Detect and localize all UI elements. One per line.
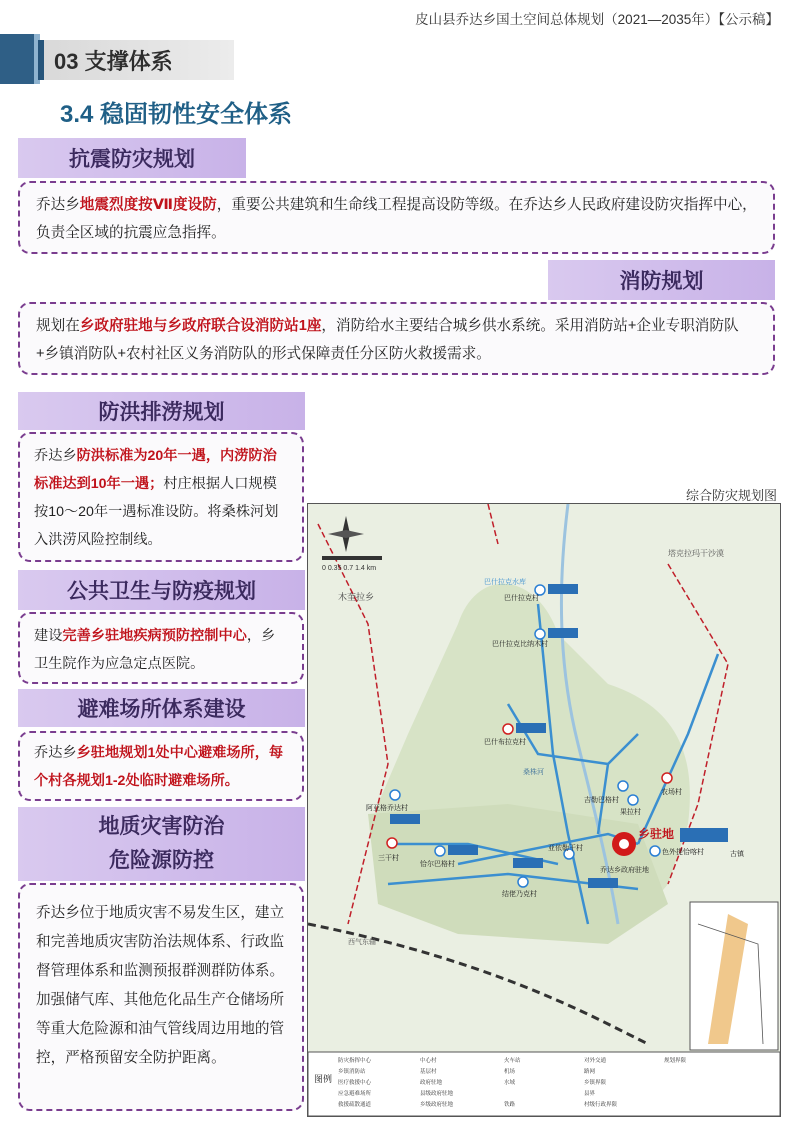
seismic-text-b: ，重要公共建筑和生命线工程提高设防等级。在乔达乡人民政府建设防灾指挥中心，负责全区域的抗震应急指挥。 <box>36 197 757 241</box>
flood-box <box>18 432 304 562</box>
fire-text-a: 规划在 <box>36 318 80 334</box>
geo-tag-line2: 危险源防控 <box>109 849 214 872</box>
scale-bar <box>322 556 382 560</box>
village-label: 恰尔巴格村 <box>420 861 455 868</box>
legend-item: 对外交通 <box>584 1058 607 1064</box>
geo-tag-line1: 地质灾害防治 <box>98 815 225 838</box>
fire-text-b: ，消防给水主要结合城乡供水系统。采用消防站+企业专职消防队+乡镇消防队+农村社区义务消防队的形式保障责任分区防火救援需求。 <box>36 318 739 362</box>
shelter-box <box>18 731 304 801</box>
legend-item: 火车站 <box>504 1058 521 1064</box>
scale-label: 0 0.35 0.7 1.4 km <box>322 565 377 572</box>
flood-tag <box>18 392 305 430</box>
section-subtitle: 3.4 稳固韧性安全体系 <box>60 101 293 128</box>
seismic-highlight: 地震烈度按Ⅶ度设防 <box>79 197 217 213</box>
health-highlight: 完善乡驻地疾病预防控制中心 <box>62 628 247 644</box>
village-label: 亚依勒干村 <box>548 845 583 852</box>
section-title-bar <box>38 40 234 80</box>
legend-item: 水域 <box>504 1080 516 1086</box>
seismic-box <box>18 181 775 254</box>
region-label: 西气东输 <box>348 939 376 946</box>
flood-text-a: 乔达乡 <box>34 448 77 464</box>
legend-item: 中心村 <box>420 1058 437 1064</box>
legend-item: 村级行政界限 <box>584 1102 618 1108</box>
disaster-prevention-map <box>307 485 781 1117</box>
legend-item: 县级政府驻地 <box>420 1091 454 1097</box>
fire-highlight: 乡政府驻地与乡政府联合设消防站1座 <box>79 318 322 334</box>
legend-item: 规划界限 <box>664 1058 687 1064</box>
township-seat-label: 乡驻地 <box>638 827 675 841</box>
map-svg <box>308 504 780 1116</box>
legend-item: 乡镇界限 <box>584 1080 607 1086</box>
flood-highlight: 防洪标准为20年一遇，内涝防治标准达到10年一遇； <box>34 448 277 492</box>
legend-item: 防灾指挥中心 <box>338 1058 372 1064</box>
legend-item: 应急避难场所 <box>338 1091 372 1097</box>
legend-item: 路网 <box>584 1069 596 1075</box>
town-label: 古镇 <box>730 851 744 858</box>
village-label: 三干村 <box>378 855 399 862</box>
village-label: 吉勒巴格村 <box>584 797 619 804</box>
health-tag <box>18 570 305 610</box>
village-label: 乔达乡政府驻地 <box>600 867 649 874</box>
region-label: 桑株河 <box>523 769 544 776</box>
village-label: 巴什布拉克村 <box>484 739 526 746</box>
map-frame <box>307 503 781 1117</box>
village-label: 果拉村 <box>620 809 641 816</box>
legend-item: 基层村 <box>420 1069 437 1075</box>
village-label: 巴什拉克村 <box>504 595 539 602</box>
region-label: 巴什拉克水库 <box>484 579 526 586</box>
health-text-b: ，乡卫生院作为应急定点医院。 <box>34 628 276 672</box>
legend-item: 政府驻地 <box>420 1080 443 1086</box>
village-label: 巴什拉克比纳木村 <box>492 641 548 648</box>
legend-item: 县界 <box>584 1091 596 1097</box>
shelter-tag <box>18 689 305 727</box>
health-text-a: 建设 <box>34 628 63 644</box>
map-legend <box>308 1052 780 1116</box>
village-label: 结佬乃克村 <box>502 891 537 898</box>
legend-item: 铁路 <box>504 1102 516 1108</box>
seismic-text-a: 乔达乡 <box>36 197 80 213</box>
seat-facility-icons <box>680 828 728 842</box>
legend-item: 机场 <box>504 1069 516 1075</box>
legend-item: 救援疏散通道 <box>338 1102 372 1108</box>
document-header <box>0 0 793 34</box>
section-title: 03 支撑体系 <box>54 49 173 74</box>
geo-box <box>18 883 304 1111</box>
region-label: 塔克拉玛干沙漠 <box>668 549 724 558</box>
region-label: 木奎拉乡 <box>338 592 375 602</box>
health-box <box>18 612 304 684</box>
shelter-text-a: 乔达乡 <box>34 745 77 761</box>
village-label: 色外提恰喀村 <box>662 849 704 856</box>
legend-title: 图例 <box>314 1074 333 1084</box>
health-tag-label: 公共卫生与防疫规划 <box>67 580 256 603</box>
geo-tag <box>18 807 305 881</box>
fire-tag <box>548 260 775 300</box>
shelter-highlight: 乡驻地规划1处中心避难场所，每个村各规划1-2处临时避难场所。 <box>34 745 284 789</box>
township-seat-marker <box>612 832 636 856</box>
village-label: 阿亚格乔达村 <box>366 805 408 812</box>
inset-location-map <box>690 902 778 1050</box>
flood-text-b: 村庄根据人口规模按10～20年一遇标准设防。将桑株河划入洪涝风险控制线。 <box>34 476 279 548</box>
document-title: 皮山县乔达乡国土空间总体规划（2021—2035年）【公示稿】 <box>415 12 779 27</box>
geo-text: 乔达乡位于地质灾害不易发生区，建立和完善地质灾害防治法规体系、行政监督管理体系和监测预报群测群防体系。加强储气库、其他危化品生产仓储场所等重大危险源和油气管线周边用地的管控，严格预留安全防护距离。 <box>36 905 285 1066</box>
legend-item: 乡镇消防站 <box>338 1069 366 1075</box>
legend-item: 乡级政府驻地 <box>420 1102 454 1108</box>
fire-box <box>18 302 775 375</box>
shelter-tag-label: 避难场所体系建设 <box>77 698 246 721</box>
seismic-tag <box>18 138 246 178</box>
village-label: 农场村 <box>661 789 682 796</box>
legend-item: 医疗救援中心 <box>338 1080 372 1086</box>
flood-tag-label: 防洪排涝规划 <box>98 401 225 424</box>
seismic-tag-label: 抗震防灾规划 <box>69 148 195 171</box>
fire-tag-label: 消防规划 <box>619 270 704 293</box>
map-title: 综合防灾规划图 <box>685 488 777 503</box>
